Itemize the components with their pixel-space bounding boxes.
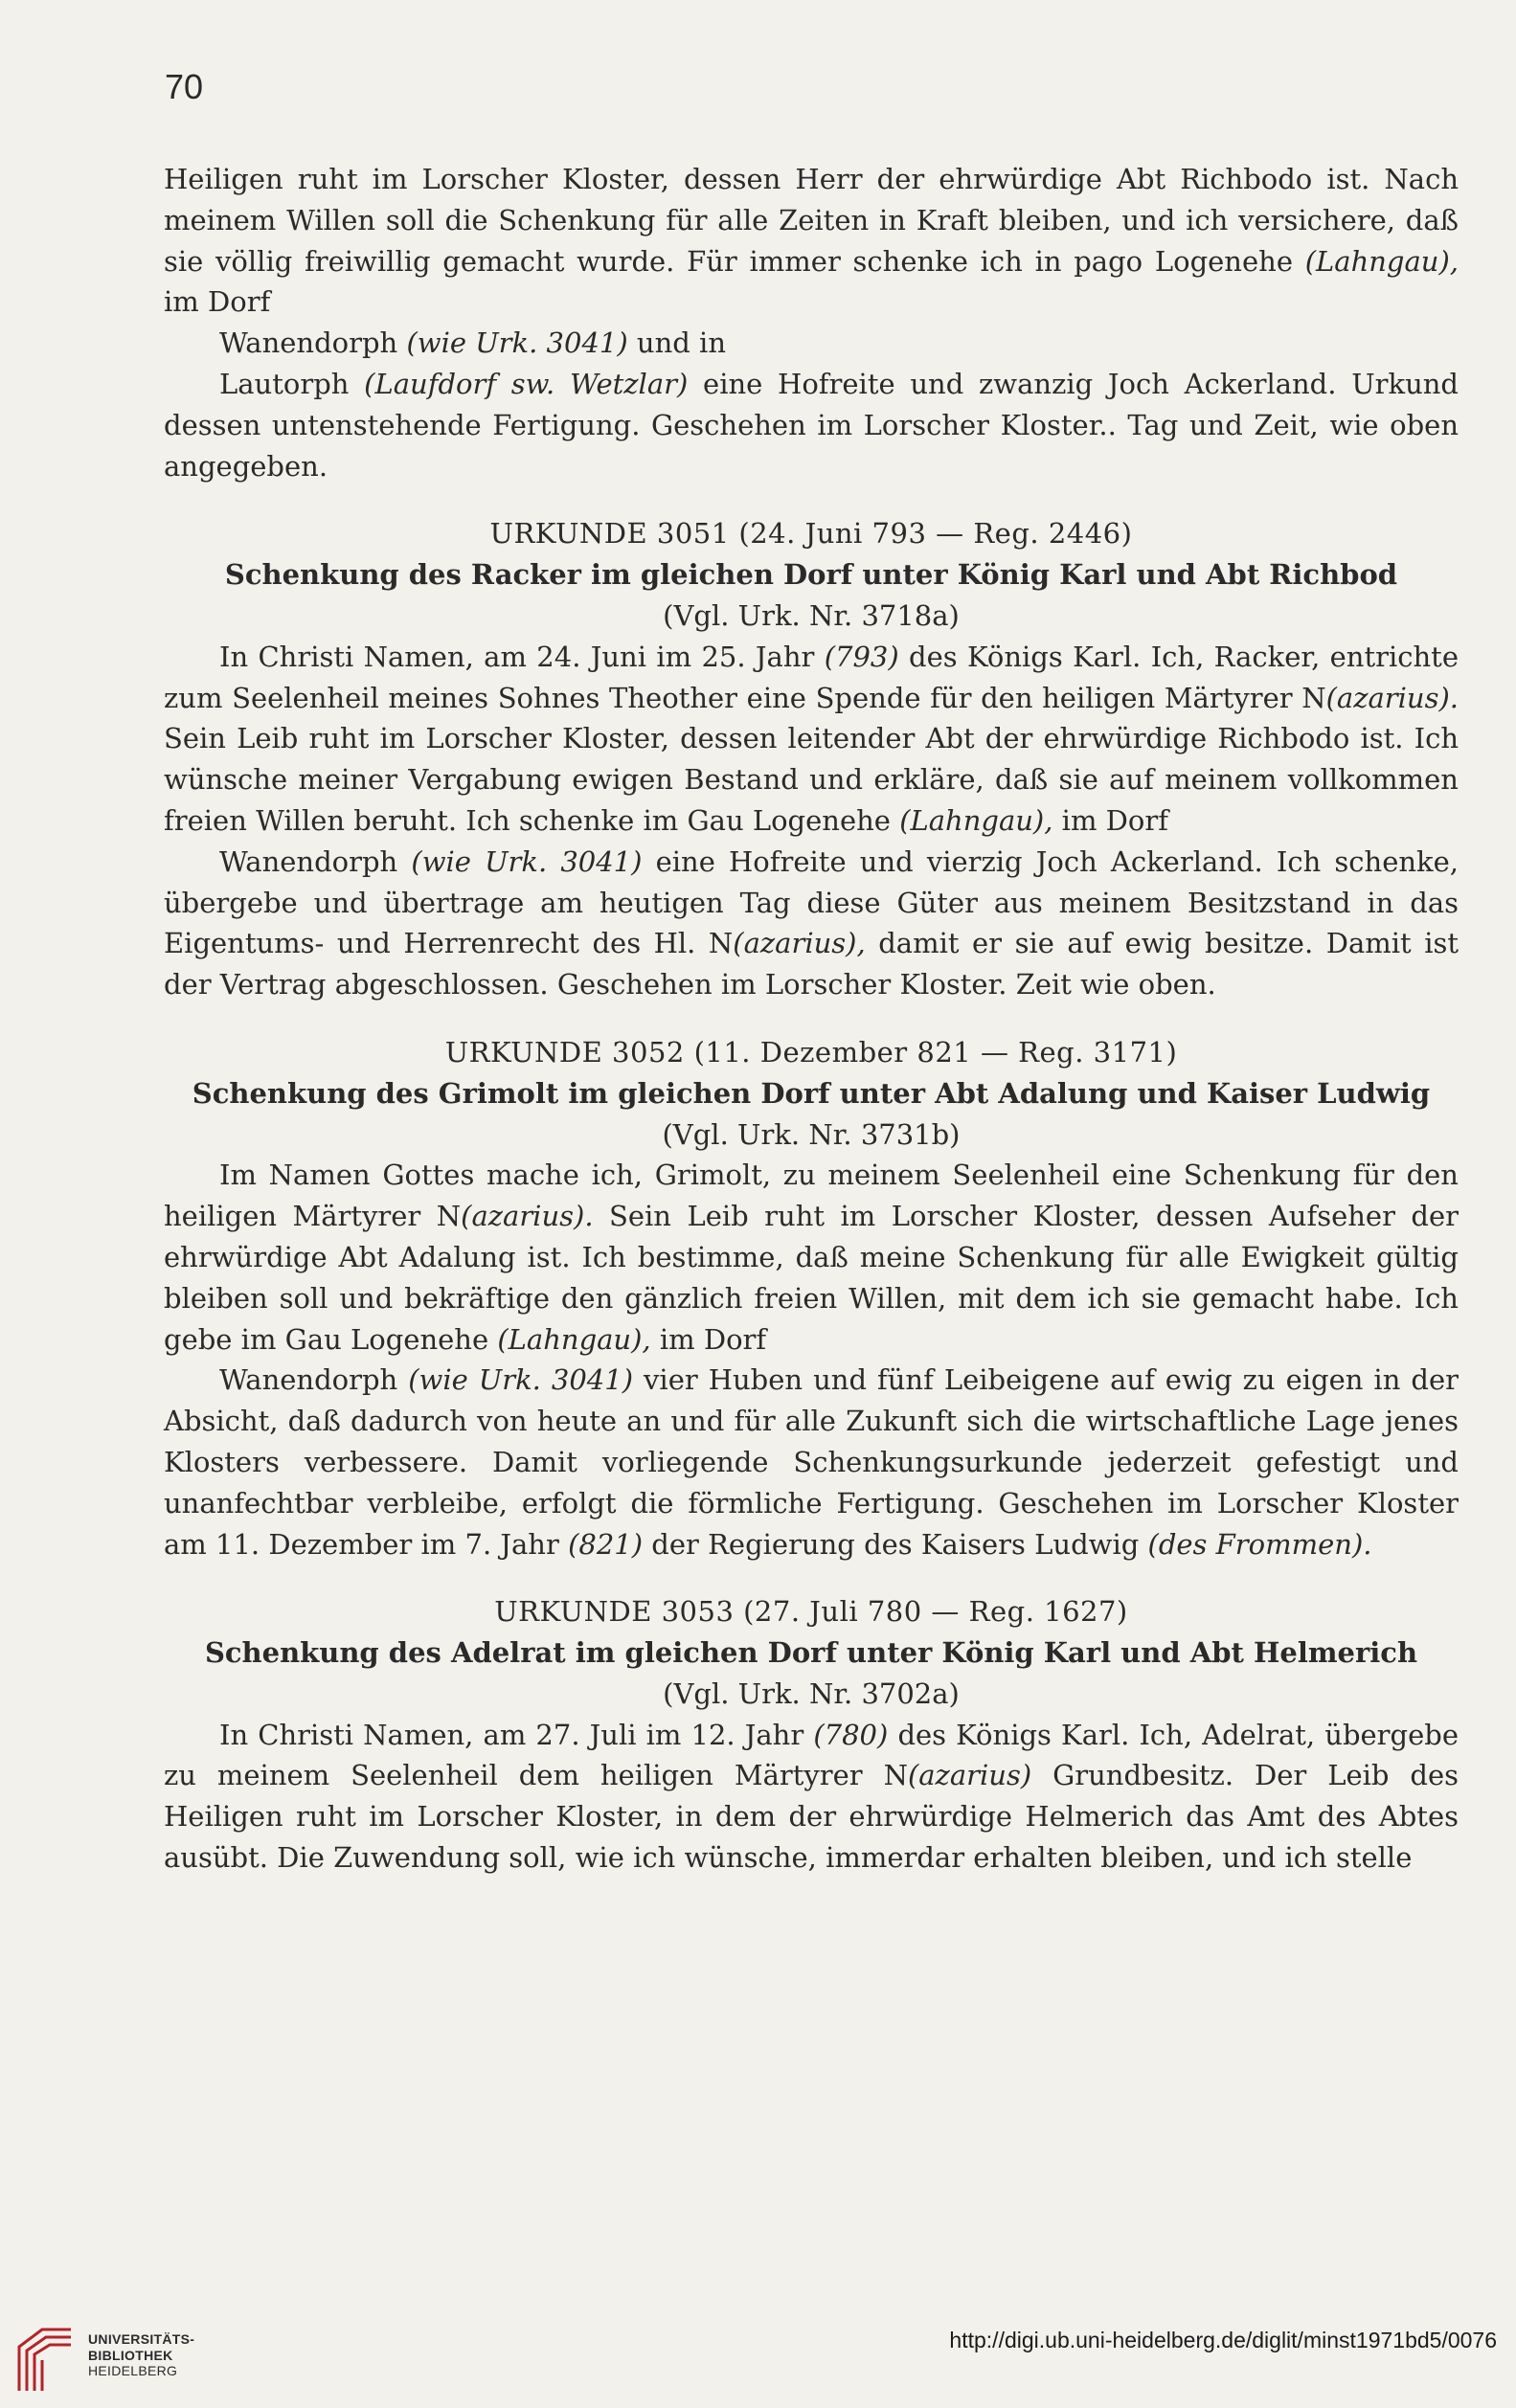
italic-annotation: (wie Urk. 3041) — [408, 1363, 634, 1397]
italic-annotation: (793) — [824, 640, 899, 673]
footer — [0, 2312, 1516, 2408]
italic-annotation: (Lahngau), — [497, 1322, 651, 1356]
italic-annotation: (wie Urk. 3041) — [411, 844, 643, 878]
text-run: Wanendorph — [219, 326, 407, 360]
text-run: der Regierung des Kaisers Ludwig — [643, 1527, 1148, 1561]
text-run: In Christi Namen, am 24. Juni im 25. Jahr — [219, 640, 825, 673]
logo-line-2: BIBLIOTHEK — [88, 2347, 173, 2363]
urkunde-title: Schenkung des Grimolt im gleichen Dorf unter Abt Adalung und Kaiser Ludwig — [192, 1076, 1431, 1110]
text-run: des Königs Karl. Ich, Racker, entrichte zum Seelenheil meines Sohnes Theother eine Spende für den heiligen Märtyrer N — [164, 640, 1459, 714]
source-url-link[interactable]: http://digi.ub.uni-heidelberg.de/diglit/minst1971bd5/0076 — [949, 2328, 1497, 2352]
italic-annotation: (Laufdorf sw. Wetzlar) — [364, 367, 689, 400]
text-run: Im Namen Gottes mache ich, Grimolt, zu meinem Seelenheil eine Schenkung für den heiligen Märtyrer N — [164, 1159, 1459, 1233]
italic-annotation: (Lahngau), — [899, 803, 1053, 837]
text-run: und in — [627, 326, 726, 360]
document-body — [164, 159, 1459, 1879]
paragraph — [164, 637, 1459, 842]
text-run: eine Hofreite und vierzig Joch Ackerland. Ich schenke, übergebe und übertrage am heutigen Tag diese Güter aus meinem Besitzstand in das Eigentums- und Herrenrecht des Hl. N — [164, 844, 1459, 960]
italic-annotation: (azarius). — [1325, 681, 1459, 714]
italic-annotation: (Lahngau), — [1304, 244, 1459, 278]
paragraph — [164, 1155, 1459, 1360]
paragraph — [164, 1360, 1459, 1564]
logo-line-1: UNIVERSITÄTS- — [88, 2331, 195, 2347]
text-run: In Christi Namen, am 27. Juli im 12. Jahr — [219, 1718, 814, 1751]
urkunde-title: Schenkung des Racker im gleichen Dorf unter König Karl und Abt Richbod — [224, 558, 1398, 592]
urkunde-heading: URKUNDE 3052 (11. Dezember 821 — Reg. 3171) — [444, 1035, 1178, 1069]
paragraph — [164, 842, 1459, 1005]
text-run: Grundbesitz. Der Leib des Heiligen ruht im Lorscher Kloster, in dem der ehrwürdige Helmerich das Amt des Abtes ausübt. Die Zuwendung soll, wie ich wünsche, immerdar erhalten bleiben, und ich stelle — [164, 1759, 1459, 1875]
text-run: damit er sie auf ewig besitze. Damit ist der Vertrag abgeschlossen. Geschehen im Lorscher Kloster. Zeit wie oben. — [164, 927, 1459, 1001]
text-run: Sein Leib ruht im Lorscher Kloster, dessen leitender Abt der ehrwürdige Richbodo ist. Ich wünsche meiner Vergabung ewigen Bestand und erkläre, daß sie auf meinem vollkommen freien Willen beruht. Ich schenke im Gau Logenehe — [164, 722, 1459, 837]
paragraph — [164, 159, 1459, 323]
page-number: 70 — [165, 67, 204, 106]
italic-annotation: (azarius) — [907, 1759, 1032, 1792]
text-run: Heiligen ruht im Lorscher Kloster, dessen Herr der ehrwürdige Abt Richbodo ist. Nach meinem Willen soll die Schenkung für alle Zeiten in Kraft bleiben, und ich versichere, daß sie völlig freiwillig gemacht wurde. Für immer schenke ich in pago Logenehe — [164, 163, 1459, 278]
italic-annotation: (821) — [568, 1527, 644, 1561]
paragraph — [164, 323, 1459, 364]
urkunde-reference: (Vgl. Urk. Nr. 3731b) — [662, 1117, 961, 1151]
text-run: Sein Leib ruht im Lorscher Kloster, dessen Aufseher der ehrwürdige Abt Adalung ist. Ich bestimme, daß meine Schenkung für alle Ewigkeit gültig bleiben soll und bekräftige den gänzlich freien Willen, mit dem ich sie gemacht habe. Ich gebe im Gau Logenehe — [164, 1200, 1459, 1356]
text-run: im Dorf — [164, 285, 271, 319]
urkunde-heading: URKUNDE 3053 (27. Juli 780 — Reg. 1627) — [494, 1595, 1128, 1629]
urkunde-reference: (Vgl. Urk. Nr. 3718a) — [663, 598, 960, 632]
library-logo-icon — [13, 2324, 77, 2397]
text-run: des Königs Karl. Ich, Adelrat, übergebe zu meinem Seelenheil dem heiligen Märtyrer N — [164, 1718, 1459, 1792]
text-run: im Dorf — [1052, 803, 1168, 837]
urkunde-heading: URKUNDE 3051 (24. Juni 793 — Reg. 2446) — [489, 517, 1133, 551]
library-logo-text — [88, 2331, 194, 2379]
text-run: im Dorf — [650, 1322, 767, 1356]
italic-annotation: (wie Urk. 3041) — [406, 326, 628, 360]
urkunde-title: Schenkung des Adelrat im gleichen Dorf unter König Karl und Abt Helmerich — [204, 1636, 1418, 1670]
text-run: vier Huben und fünf Leibeigene auf ewig zu eigen in der Absicht, daß dadurch von heute an und für alle Zukunft sich die wirtschaftliche Lage jenes Klosters verbessere. Damit vorliegende Schenkungsurkunde jederzeit gefestigt und unanfechtbar verbleibe, erfolgt die förmliche Fertigung. Geschehen im Lorscher Kloster am 11. Dezember im 7. Jahr — [164, 1363, 1459, 1561]
italic-annotation: (azarius). — [461, 1200, 594, 1233]
paragraph — [164, 364, 1459, 486]
italic-annotation: (azarius), — [733, 927, 866, 960]
text-run: Wanendorph — [219, 1363, 409, 1397]
text-run: Lautorph — [219, 367, 365, 400]
text-run: eine Hofreite und zwanzig Joch Ackerland. Urkund dessen untenstehende Fertigung. Geschehen im Lorscher Kloster.. Tag und Zeit, wie oben angegeben. — [164, 367, 1459, 483]
italic-annotation: (780) — [813, 1718, 889, 1751]
italic-annotation: (des Frommen). — [1147, 1527, 1372, 1561]
paragraph — [164, 1715, 1459, 1879]
urkunde-reference: (Vgl. Urk. Nr. 3702a) — [663, 1677, 960, 1710]
text-run: Wanendorph — [219, 844, 412, 878]
logo-line-3: HEIDELBERG — [88, 2363, 178, 2378]
